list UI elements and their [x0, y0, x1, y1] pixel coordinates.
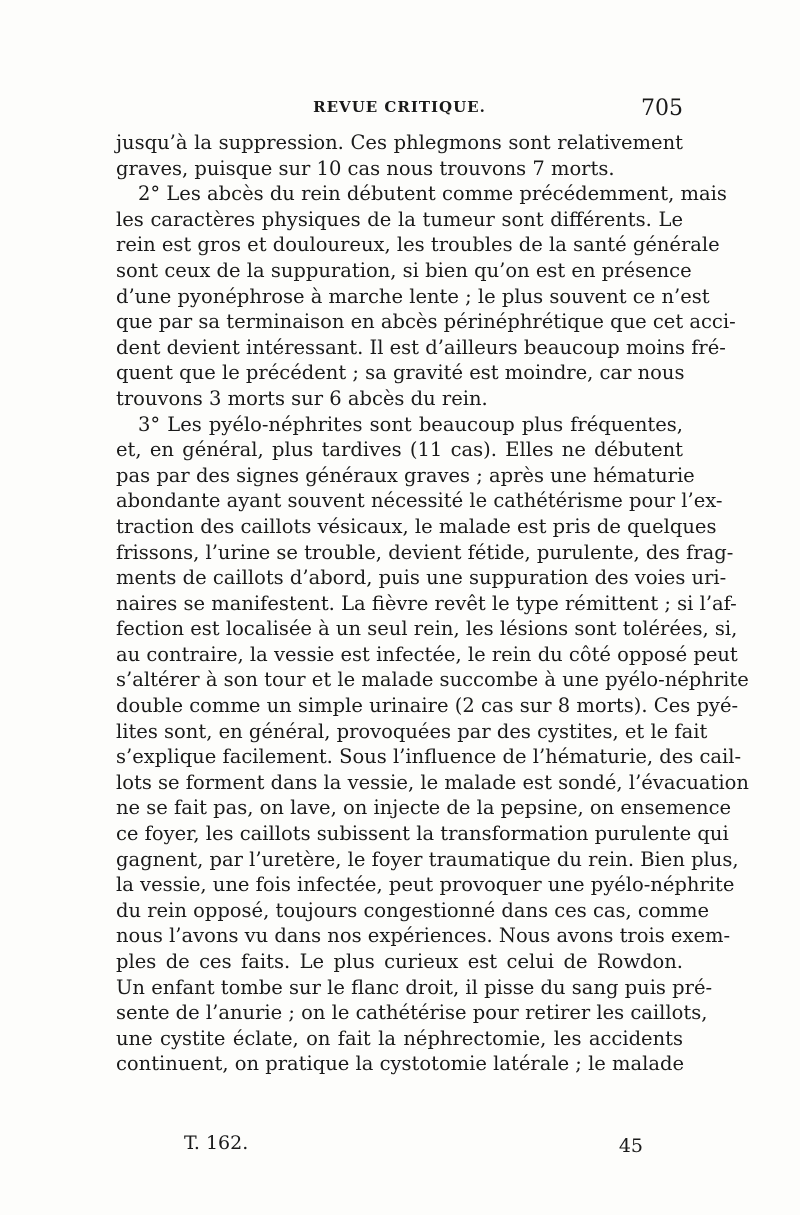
- volume-mark: T. 162.: [184, 1132, 249, 1154]
- text-line: abondante ayant souvent nécessité le cathétérisme pour l’ex-: [116, 489, 723, 513]
- text-line: continuent, on pratique la cystotomie latérale ; le malade: [116, 1052, 685, 1076]
- text-line: trouvons 3 morts sur 6 abcès du rein.: [116, 386, 488, 410]
- text-line: sente de l’anurie ; on le cathétérise pour retirer les caillots,: [116, 1001, 708, 1025]
- signature-mark: 45: [618, 1135, 643, 1157]
- text-line: ples de ces faits. Le plus curieux est celui de Rowdon.: [116, 950, 683, 973]
- page-footer: [116, 1132, 683, 1162]
- page-header: [116, 96, 683, 122]
- text-line: naires se manifestent. La fièvre revêt le type rémittent ; si l’af-: [116, 591, 737, 615]
- page-body: [116, 130, 749, 1077]
- text-line: graves, puisque sur 10 cas nous trouvons 7 morts.: [116, 156, 615, 180]
- page-number: 705: [641, 96, 683, 121]
- text-line: frissons, l’urine se trouble, devient fétide, purulente, des frag-: [116, 540, 734, 564]
- text-line: jusqu’à la suppression. Ces phlegmons sont relativement: [116, 131, 683, 154]
- running-head: REVUE CRITIQUE.: [313, 98, 486, 116]
- text-line: traction des caillots vésicaux, le malade est pris de quelques: [116, 514, 717, 538]
- text-line: la vessie, une fois infectée, peut provoquer une pyélo-néphrite: [116, 873, 735, 897]
- text-line: une cystite éclate, on fait la néphrectomie, les accidents: [116, 1026, 683, 1050]
- text-line: s’explique facilement. Sous l’influence de l’hématurie, des cail-: [116, 745, 742, 769]
- text-line: les caractères physiques de la tumeur sont différents. Le: [116, 207, 683, 231]
- text-line: ments de caillots d’abord, puis une suppuration des voies uri-: [116, 566, 727, 590]
- text-line: lots se forment dans la vessie, le malade est sondé, l’évacuation: [116, 770, 749, 794]
- text-line: que par sa terminaison en abcès périnéphrétique que cet acci-: [116, 310, 736, 334]
- text-line: double comme un simple urinaire (2 cas sur 8 morts). Ces pyé-: [116, 694, 739, 718]
- text-line: ce foyer, les caillots subissent la transformation purulente qui: [116, 822, 729, 846]
- text-line: et, en général, plus tardives (11 cas). Elles ne débutent: [116, 438, 683, 462]
- text-line: 2° Les abcès du rein débutent comme précédemment, mais: [138, 182, 727, 206]
- text-line: au contraire, la vessie est infectée, le rein du côté opposé peut: [116, 642, 738, 666]
- text-line: gagnent, par l’uretère, le foyer traumatique du rein. Bien plus,: [116, 847, 739, 871]
- text-line: lites sont, en général, provoquées par des cystites, et le fait: [116, 719, 708, 743]
- text-line: rein est gros et douloureux, les troubles de la santé générale: [116, 233, 720, 257]
- text-line: 3° Les pyélo-néphrites sont beaucoup plus fréquentes,: [138, 412, 683, 436]
- text-line: nous l’avons vu dans nos expériences. Nous avons trois exem-: [116, 924, 731, 948]
- text-line: s’altérer à son tour et le malade succombe à une pyélo-néphrite: [116, 668, 749, 692]
- text-line: dent devient intéressant. Il est d’ailleurs beaucoup moins fré-: [116, 335, 726, 359]
- text-line: fection est localisée à un seul rein, les lésions sont tolérées, si,: [116, 617, 738, 641]
- text-line: pas par des signes généraux graves ; après une hématurie: [116, 463, 695, 487]
- text-line: sont ceux de la suppuration, si bien qu’on est en présence: [116, 258, 692, 282]
- text-line: quent que le précédent ; sa gravité est moindre, car nous: [116, 361, 685, 385]
- text-line: d’une pyonéphrose à marche lente ; le plus souvent ce n’est: [116, 284, 710, 308]
- text-line: Un enfant tombe sur le flanc droit, il pisse du sang puis pré-: [116, 975, 713, 999]
- text-line: ne se fait pas, on lave, on injecte de la pepsine, on ensemence: [116, 796, 732, 820]
- text-line: du rein opposé, toujours congestionné dans ces cas, comme: [116, 898, 710, 922]
